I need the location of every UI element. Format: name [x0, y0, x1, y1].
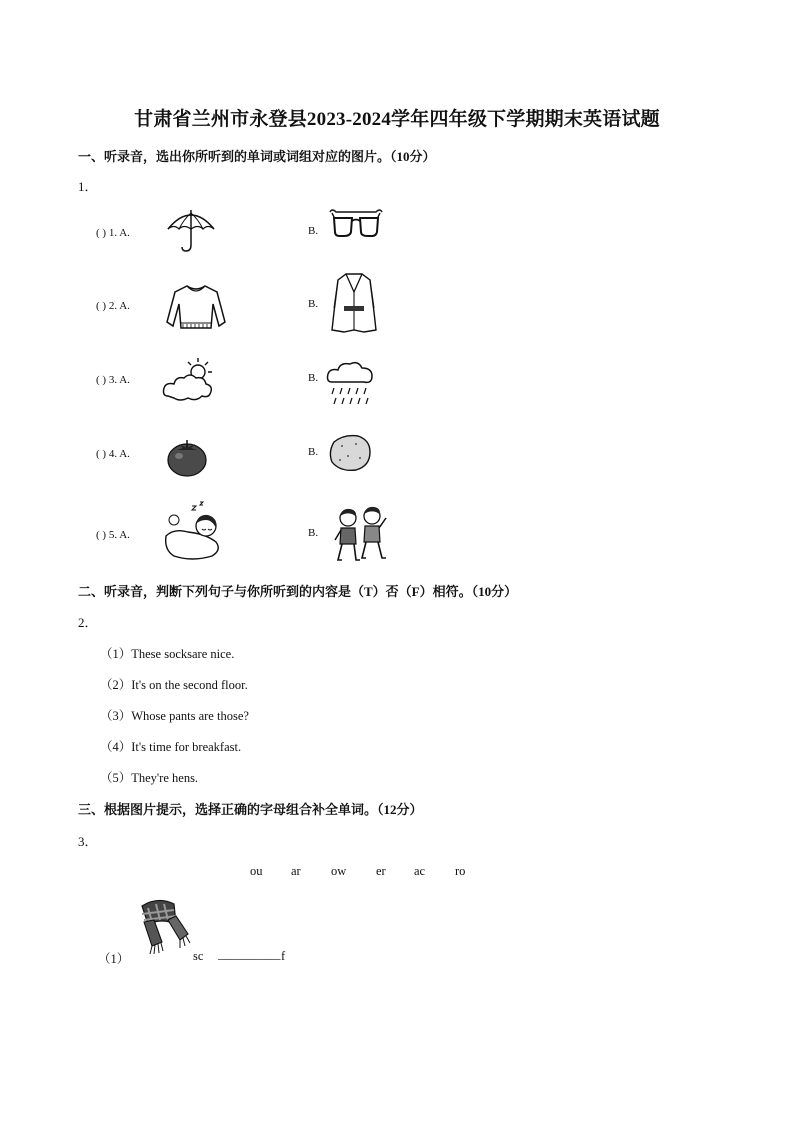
- letter-option-2: ar: [291, 864, 301, 878]
- children-walking-icon: [332, 504, 390, 569]
- answer-blank-4[interactable]: ( ) 4. A.: [96, 448, 130, 460]
- option-b-label-5: B.: [308, 527, 319, 539]
- sleeping-girl-icon: [162, 502, 224, 567]
- item1-label: （1）: [98, 952, 130, 966]
- letter-option-1: ou: [250, 864, 263, 878]
- sentence-4: （4）It's time for breakfast.: [100, 740, 242, 754]
- question2-number: 2．: [78, 615, 98, 630]
- answer-blank-2[interactable]: ( ) 2. A.: [96, 300, 130, 312]
- section3-heading: 三、根据图片提示，选择正确的字母组合补全单词。（12分）: [78, 802, 423, 817]
- sun-cloud-icon: [162, 356, 214, 409]
- section1-heading: 一、听录音，选出你所听到的单词或词组对应的图片。（10分）: [78, 149, 436, 164]
- letter-option-5: ac: [414, 864, 426, 878]
- option-b-label-2: B.: [308, 298, 319, 310]
- letter-option-3: ow: [331, 864, 347, 878]
- coat-icon: [330, 272, 378, 339]
- item1-blank[interactable]: __________: [218, 947, 281, 961]
- sentence-3: （3）Whose pants are those?: [100, 709, 249, 723]
- answer-blank-1[interactable]: ( ) 1. A.: [96, 227, 130, 239]
- question3-number: 3．: [78, 834, 98, 849]
- sentence-1: （1）These socksare nice.: [100, 647, 235, 661]
- rain-cloud-icon: [326, 360, 374, 415]
- sentence-2: （2）It's on the second floor.: [100, 678, 248, 692]
- option-b-label-3: B.: [308, 372, 319, 384]
- letter-option-4: er: [376, 864, 386, 878]
- page-title: 甘肃省兰州市永登县2023-2024学年四年级下学期期末英语试题: [134, 109, 660, 130]
- glasses-icon: [328, 206, 384, 245]
- item1-prefix: sc: [193, 949, 204, 963]
- section2-heading: 二、听录音，判断下列句子与你所听到的内容是（T）否（F）相符。（10分）: [78, 584, 518, 599]
- sentence-5: （5）They're hens.: [100, 771, 199, 785]
- question1-number: 1．: [78, 179, 98, 194]
- answer-blank-5[interactable]: ( ) 5. A.: [96, 529, 130, 541]
- tomato-icon: [166, 436, 208, 483]
- option-b-label-4: B.: [308, 446, 319, 458]
- answer-blank-3[interactable]: ( ) 3. A.: [96, 374, 130, 386]
- option-b-label-1: B.: [308, 225, 319, 237]
- sweater-icon: [165, 282, 227, 337]
- potato-icon: [328, 434, 372, 477]
- scarf-icon: [132, 896, 192, 963]
- umbrella-icon: [166, 207, 216, 258]
- item1-suffix: f: [281, 949, 286, 963]
- letter-option-6: ro: [455, 864, 466, 878]
